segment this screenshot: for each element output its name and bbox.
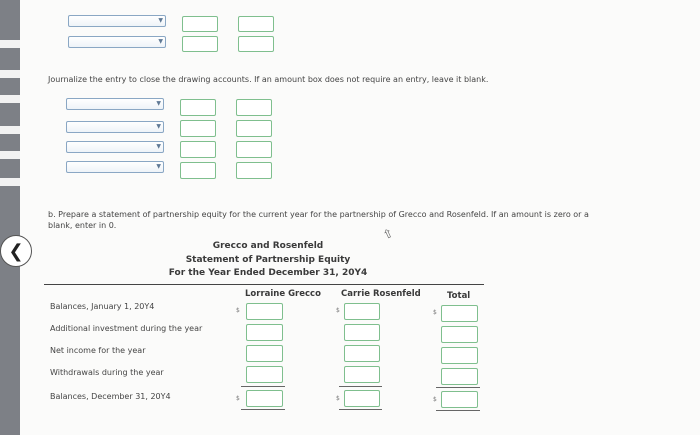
- account-select[interactable]: [68, 15, 166, 27]
- grecco-withdrawals-input[interactable]: [246, 366, 283, 383]
- triangle-down-icon: ▼: [156, 143, 161, 150]
- sidebar-marker: [0, 70, 20, 78]
- part-b-instruction-cont: blank, enter in 0.: [48, 221, 117, 230]
- account-select[interactable]: [66, 98, 164, 110]
- rosenfeld-investment-input[interactable]: [344, 324, 380, 341]
- debit-amount-input[interactable]: [182, 16, 218, 32]
- credit-amount-input[interactable]: [236, 120, 272, 137]
- sidebar-marker: [0, 95, 20, 103]
- total-rule: [436, 410, 480, 411]
- credit-amount-input[interactable]: [238, 16, 274, 32]
- column-header-total: Total: [447, 291, 471, 301]
- rosenfeld-withdrawals-input[interactable]: [344, 366, 380, 383]
- row-label-balances-dec: Balances, December 31, 20Y4: [50, 392, 171, 401]
- chevron-left-icon: ❮: [8, 240, 24, 262]
- debit-amount-input[interactable]: [182, 36, 218, 52]
- row-label-withdrawals: Withdrawals during the year: [50, 368, 164, 377]
- account-select[interactable]: [68, 36, 166, 48]
- subtotal-rule: [241, 386, 285, 387]
- statement-period: For the Year Ended December 31, 20Y4: [168, 268, 368, 278]
- company-name: Grecco and Rosenfeld: [212, 241, 324, 251]
- total-balance-jan-input[interactable]: [441, 305, 478, 322]
- total-net-income-input[interactable]: [441, 347, 478, 364]
- pointer-cursor-icon: ⇧: [380, 225, 396, 243]
- close-drawing-instruction: Journalize the entry to close the drawing accounts. If an amount box does not require an entry, leave it blank.: [48, 75, 489, 84]
- credit-amount-input[interactable]: [236, 141, 272, 158]
- total-investment-input[interactable]: [441, 326, 478, 343]
- sidebar-marker: [0, 126, 20, 134]
- triangle-down-icon: ▼: [158, 17, 163, 24]
- triangle-down-icon: ▼: [156, 100, 161, 107]
- row-label-additional-investment: Additional investment during the year: [50, 324, 203, 333]
- credit-amount-input[interactable]: [236, 162, 272, 179]
- heading-rule: [44, 284, 484, 285]
- row-label-net-income: Net income for the year: [50, 346, 146, 355]
- debit-amount-input[interactable]: [180, 162, 216, 179]
- column-header-grecco: Lorraine Grecco: [245, 289, 321, 299]
- sidebar-marker: [0, 178, 20, 186]
- currency-symbol: $: [433, 396, 437, 403]
- grecco-net-income-input[interactable]: [246, 345, 283, 362]
- statement-title: Statement of Partnership Equity: [185, 255, 351, 265]
- subtotal-rule: [339, 386, 382, 387]
- account-select[interactable]: [66, 141, 164, 153]
- rosenfeld-balance-jan-input[interactable]: [344, 303, 380, 320]
- grecco-balance-dec-input[interactable]: [246, 390, 283, 407]
- debit-amount-input[interactable]: [180, 99, 216, 116]
- rosenfeld-balance-dec-input[interactable]: [344, 390, 380, 407]
- credit-amount-input[interactable]: [238, 36, 274, 52]
- grecco-investment-input[interactable]: [246, 324, 283, 341]
- sidebar-marker: [0, 151, 20, 159]
- total-rule: [241, 409, 285, 410]
- account-select[interactable]: [66, 161, 164, 173]
- subtotal-rule: [436, 387, 480, 388]
- account-select[interactable]: [66, 121, 164, 133]
- triangle-down-icon: ▼: [158, 38, 163, 45]
- currency-symbol: $: [336, 307, 340, 314]
- rosenfeld-net-income-input[interactable]: [344, 345, 380, 362]
- currency-symbol: $: [236, 395, 240, 402]
- total-rule: [339, 409, 382, 410]
- sidebar-marker: [0, 40, 20, 48]
- part-b-instruction: b. Prepare a statement of partnership equity for the current year for the partnership of Grecco and Rosenfeld. If an amount is zero or a: [48, 210, 589, 219]
- triangle-down-icon: ▼: [156, 123, 161, 130]
- column-header-rosenfeld: Carrie Rosenfeld: [341, 289, 421, 299]
- debit-amount-input[interactable]: [180, 120, 216, 137]
- row-label-balances-jan: Balances, January 1, 20Y4: [50, 302, 155, 311]
- currency-symbol: $: [236, 307, 240, 314]
- triangle-down-icon: ▼: [156, 163, 161, 170]
- grecco-balance-jan-input[interactable]: [246, 303, 283, 320]
- currency-symbol: $: [433, 309, 437, 316]
- currency-symbol: $: [336, 395, 340, 402]
- total-withdrawals-input[interactable]: [441, 368, 478, 385]
- debit-amount-input[interactable]: [180, 141, 216, 158]
- total-balance-dec-input[interactable]: [441, 391, 478, 408]
- left-sidebar: [0, 0, 20, 435]
- credit-amount-input[interactable]: [236, 99, 272, 116]
